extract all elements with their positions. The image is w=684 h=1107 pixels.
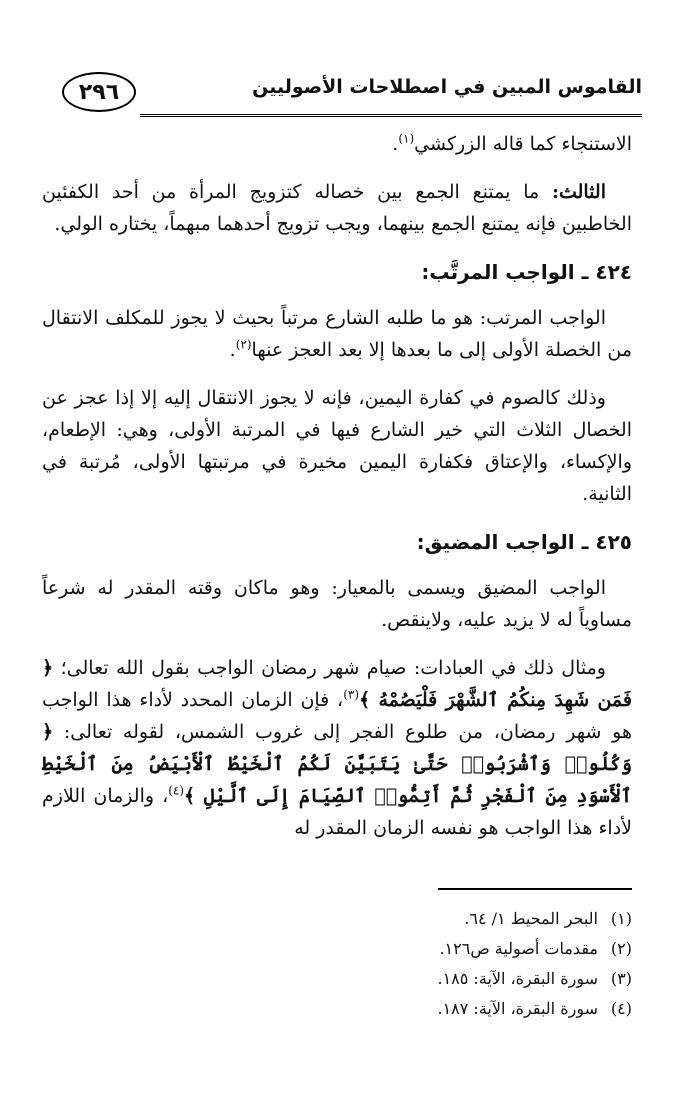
paragraph-6-text-b: ، فإن الزمان المحدد لأداء هذا الواجب هو شهر رمضان، من طلوع الفجر إلى غروب الشمس، لقوله تعالى: bbox=[42, 689, 632, 743]
section-heading-424: ٤٢٤ ـ الواجب المرتَّب: bbox=[421, 260, 632, 284]
paragraph-5: الواجب المضيق ويسمى بالمعيار: وهو ماكان وقته المقدر له شرعاً مساوياً له لا يزيد عليه، ولاينقص. bbox=[42, 577, 632, 631]
quran-quote-1: ﴿ فَمَن شَهِدَ مِنكُمُ ٱلشَّهْرَ فَلْيَصُمْهُ ﴾ bbox=[42, 657, 632, 711]
paragraph-3 bbox=[42, 302, 632, 366]
footnote-ref-3: (٣) bbox=[343, 687, 360, 702]
paragraph-6-text-c: ، والزمان اللازم لأداء هذا الواجب هو نفسه الزمان المقدر له bbox=[42, 785, 632, 839]
footnote-2 bbox=[42, 934, 632, 964]
footnote-3-text: سورة البقرة، الآية: ١٨٥. bbox=[437, 969, 598, 988]
footnote-ref-4: (٤) bbox=[168, 783, 185, 798]
footnote-4 bbox=[42, 994, 632, 1024]
footnote-1 bbox=[42, 904, 632, 934]
paragraph-1-text: الاستنجاء كما قاله الزركشي bbox=[414, 133, 632, 155]
paragraph-6-text-a: ومثال ذلك في العبادات: صيام شهر رمضان الواجب بقول الله تعالى؛ bbox=[53, 657, 606, 679]
footnote-ref-1: (١) bbox=[398, 131, 415, 146]
paragraph-3-end: . bbox=[229, 339, 236, 361]
footnote-2-text: مقدمات أصولية ص١٢٦. bbox=[439, 939, 598, 958]
paragraph-1-end: . bbox=[392, 133, 399, 155]
footnote-1-text: البحر المحيط ١/ ٦٤. bbox=[464, 909, 598, 928]
paragraph-2-text: ما يمتنع الجمع بين خصاله كتزويج المرأة من أحد الكفئين الخاطبين فإنه يمتنع الجمع بينهما، ويجب تزويج أحدهما مبهماً، يختاره الولي. bbox=[42, 181, 632, 235]
page-header bbox=[62, 70, 642, 118]
section-heading-425: ٤٢٥ ـ الواجب المضيق: bbox=[416, 530, 632, 554]
footnote-4-text: سورة البقرة، الآية: ١٨٧. bbox=[437, 999, 598, 1018]
page-number bbox=[62, 72, 136, 112]
paragraph-3-text: الواجب المرتب: هو ما طلبه الشارع مرتباً بحيث لا يجوز للمكلف الانتقال من الخصلة الأولى إلى ما بعدها إلا بعد العجز عنها bbox=[42, 307, 632, 361]
footnote-2-number: (٢) bbox=[610, 939, 632, 958]
quran-quote-2: ﴿ وَكُلُوا۟ وَٱشْرَبُوا۟ حَتَّىٰ يَتَبَيَّنَ لَكُمُ ٱلْخَيْطُ ٱلْأَبْيَضُ مِنَ ٱلْخَيْطِ ٱلْأَسْوَدِ مِنَ ٱلْفَجْرِ ثُمَّ أَتِمُّوا۟ ٱلصِّيَامَ إِلَى ٱلَّيْلِ ﴾ bbox=[42, 721, 632, 807]
footnote-3-number: (٣) bbox=[610, 969, 632, 988]
header-rule bbox=[140, 114, 642, 117]
footnotes bbox=[42, 904, 632, 1024]
running-title: القاموس المبين في اصطلاحات الأصوليين bbox=[252, 76, 642, 98]
paragraph-2 bbox=[42, 176, 632, 240]
paragraph-2-label: الثالث: bbox=[551, 181, 606, 203]
page-body bbox=[42, 128, 632, 860]
page-number-text: ٢٩٦ bbox=[78, 79, 120, 105]
footnote-1-number: (١) bbox=[610, 909, 632, 928]
paragraph-4: وذلك كالصوم في كفارة اليمين، فإنه لا يجوز الانتقال إليه إلا إذا عجز عن الخصال الثلاث التي خير الشارع فيها في المرتبة الأولى، وهي: الإطعام، والإكساء، والإعتاق فكفارة اليمين مخيرة في مرتبتها الأولى، مُرتبة في الثانية. bbox=[42, 387, 632, 505]
footnote-4-number: (٤) bbox=[610, 999, 632, 1018]
paragraph-1 bbox=[42, 128, 632, 160]
footnote-3 bbox=[42, 964, 632, 994]
paragraph-6 bbox=[42, 652, 632, 844]
footnote-ref-2: (٢) bbox=[235, 337, 252, 352]
footnote-rule bbox=[438, 888, 632, 890]
